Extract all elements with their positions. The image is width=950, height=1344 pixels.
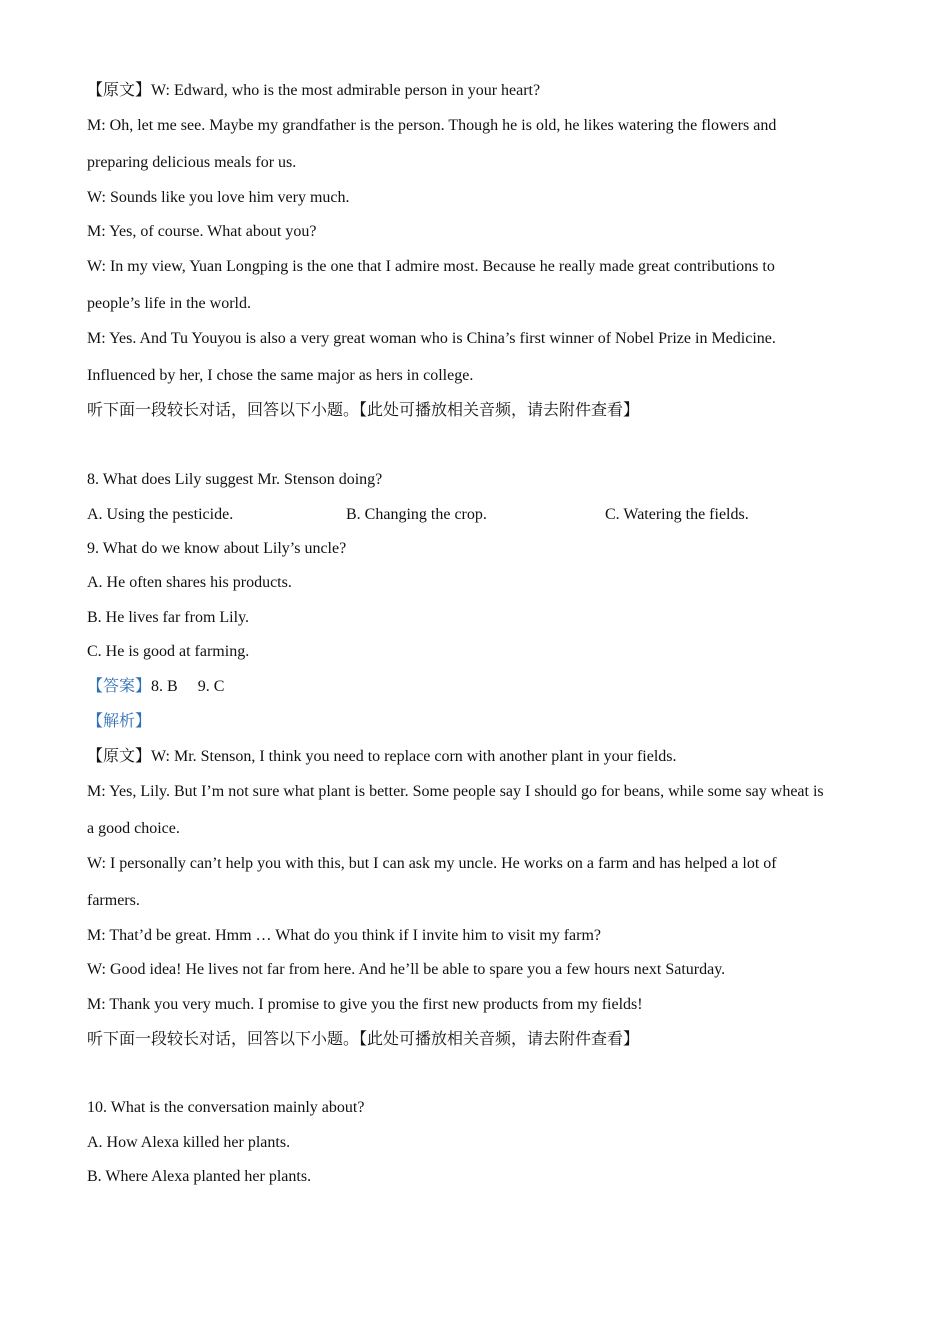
source-text-label: 【原文】 [87,748,152,765]
dialogue-line: W: In my view, Yuan Longping is the one that I admire most. Because he really made great contributions to [87,258,775,275]
answer-line [87,677,224,697]
question-10: 10. What is the conversation mainly about? [87,1099,365,1116]
listening-instruction: 听下面一段较长对话，回答以下小题。【此处可播放相关音频，请去附件查看】 [87,1031,640,1048]
dialogue-line: W: Sounds like you love him very much. [87,189,350,206]
dialogue-line: farmers. [87,892,140,909]
dialogue-line: M: Yes, Lily. But I’m not sure what plant is better. Some people say I should go for beans, while some say wheat is [87,783,824,800]
question-8: 8. What does Lily suggest Mr. Stenson doing? [87,471,383,488]
answer-text: 8. B 9. C [151,678,225,695]
dialogue2-line1 [87,747,677,767]
option-b: B. He lives far from Lily. [87,609,250,626]
option-a: A. How Alexa killed her plants. [87,1134,291,1151]
option-a: A. He often shares his products. [87,574,292,591]
dialogue-line: W: Edward, who is the most admirable person in your heart? [151,82,541,99]
dialogue-line: W: I personally can’t help you with this, but I can ask my uncle. He works on a farm and has helped a lot of [87,855,777,872]
option-c: C. He is good at farming. [87,643,250,660]
dialogue-line: M: Yes, of course. What about you? [87,223,317,240]
dialogue-line: Influenced by her, I chose the same major as hers in college. [87,367,474,384]
dialogue-line: W: Good idea! He lives not far from here. And he’ll be able to spare you a few hours next Saturday. [87,961,726,978]
dialogue-line: preparing delicious meals for us. [87,154,297,171]
dialogue-line: W: Mr. Stenson, I think you need to replace corn with another plant in your fields. [151,748,677,765]
dialogue-line: M: Yes. And Tu Youyou is also a very great woman who is China’s first winner of Nobel Prize in Medicine. [87,330,776,347]
option-b: B. Changing the crop. [346,506,487,523]
dialogue-line: people’s life in the world. [87,295,251,312]
question-9: 9. What do we know about Lily’s uncle? [87,540,347,557]
dialogue-line: M: Oh, let me see. Maybe my grandfather is the person. Though he is old, he likes watering the flowers and [87,117,777,134]
analysis-label: 【解析】 [87,713,152,730]
dialogue-line: M: Thank you very much. I promise to give you the first new products from my fields! [87,996,643,1013]
option-b: B. Where Alexa planted her plants. [87,1168,312,1185]
source-text-label: 【原文】 [87,82,152,99]
listening-instruction: 听下面一段较长对话，回答以下小题。【此处可播放相关音频，请去附件查看】 [87,402,640,419]
option-a: A. Using the pesticide. [87,506,234,523]
answer-label: 【答案】 [87,678,152,695]
dialogue-line: M: That’d be great. Hmm … What do you think if I invite him to visit my farm? [87,927,601,944]
dialogue1-line1 [87,81,540,101]
option-c: C. Watering the fields. [605,506,749,523]
dialogue-line: a good choice. [87,820,180,837]
